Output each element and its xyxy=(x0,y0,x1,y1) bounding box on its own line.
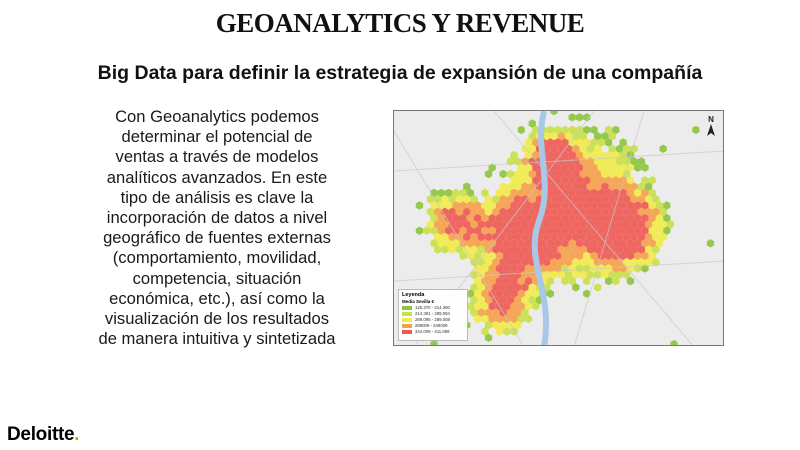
body-line: Con Geoanalytics podemos xyxy=(115,107,319,126)
legend-swatch xyxy=(402,312,412,316)
body-line: competencia, situación xyxy=(132,268,302,288)
legend-item-label: 289.095 - 289.008 xyxy=(415,317,450,322)
body-line: geográfico de fuentes externas xyxy=(103,228,331,248)
legend-item-label: 289009 - 349009 xyxy=(415,323,448,328)
north-label: N xyxy=(708,115,714,124)
body-line: ventas a través de modelos xyxy=(115,147,319,167)
legend-item-label: 214.391 - 289.094 xyxy=(415,311,450,316)
north-arrow-icon xyxy=(705,115,717,137)
map-legend xyxy=(398,289,468,341)
legend-item xyxy=(402,329,464,335)
legend-item-label: 344.009 - 411.098 xyxy=(415,329,450,334)
legend-subtitle: Media Sevilla € xyxy=(402,299,435,304)
deloitte-logo xyxy=(7,424,79,446)
body-line: incorporación de datos a nivel xyxy=(106,208,328,228)
slide-title: GEOANALYTICS Y REVENUE xyxy=(215,8,585,38)
body-line: determinar el potencial de xyxy=(121,127,313,147)
logo-dot: . xyxy=(74,424,80,445)
legend-swatch xyxy=(402,330,412,334)
logo-text: Deloitte xyxy=(7,424,75,445)
heatmap-map xyxy=(393,110,724,346)
slide-subtitle: Big Data para definir la estrategia de expansión de una compañía xyxy=(97,62,703,84)
body-line: tipo de análisis es clave la xyxy=(120,187,314,207)
legend-title: Leyenda xyxy=(402,292,425,298)
body-text xyxy=(82,107,352,349)
legend-swatch xyxy=(402,318,412,322)
legend-swatch xyxy=(402,324,412,328)
legend-swatch xyxy=(402,306,412,310)
body-line: de manera intuitiva y sintetizada xyxy=(98,329,336,349)
body-line: analíticos avanzados. En este xyxy=(106,167,328,187)
body-line: económica, etc.), así como la xyxy=(109,288,325,308)
body-line: visualización de los resultados xyxy=(104,309,330,329)
body-line: (comportamiento, movilidad, xyxy=(112,248,322,268)
legend-item-label: 125.370 - 214.390 xyxy=(415,305,450,310)
